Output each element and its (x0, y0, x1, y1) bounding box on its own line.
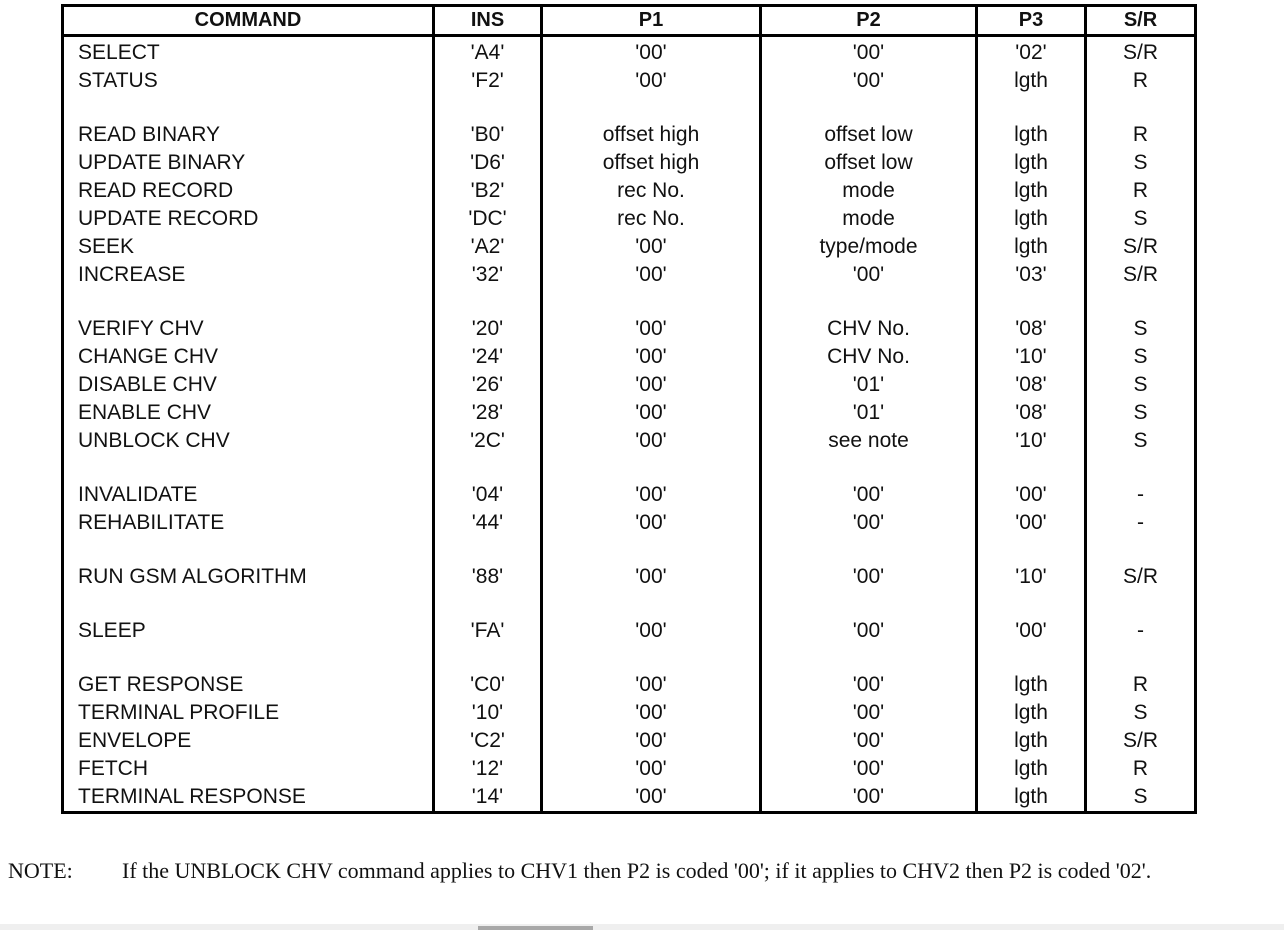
cell-p1: '00' (542, 427, 761, 455)
cell-p2: mode (761, 205, 977, 233)
cell-p1: '00' (542, 399, 761, 427)
cell-p3: '08' (977, 371, 1086, 399)
cell-p3: lgth (977, 699, 1086, 727)
cell-ins: 'C2' (434, 727, 542, 755)
cell-p2: mode (761, 177, 977, 205)
group-spacer (63, 289, 1196, 315)
cell-sr: S (1086, 427, 1196, 455)
cell-command: RUN GSM ALGORITHM (78, 565, 307, 588)
cell-command: UPDATE RECORD (78, 207, 259, 230)
cell-p1: '00' (542, 617, 761, 645)
cell-p2: '00' (761, 671, 977, 699)
spacer-cell (1086, 289, 1196, 315)
cell-p2: '01' (761, 399, 977, 427)
cell-ins: '12' (434, 755, 542, 783)
cell-command: FETCH (78, 757, 148, 780)
spacer-cell (977, 591, 1086, 617)
spacer-cell (63, 537, 434, 563)
cell-sr: S (1086, 205, 1196, 233)
cell-ins: 'D6' (434, 149, 542, 177)
table-row (63, 699, 1196, 727)
table-row (63, 783, 1196, 813)
cell-p2: '00' (761, 699, 977, 727)
cell-ins: '20' (434, 315, 542, 343)
table-row (63, 755, 1196, 783)
cell-sr: S (1086, 783, 1196, 813)
cell-command: REHABILITATE (78, 511, 225, 534)
spacer-cell (63, 455, 434, 481)
cell-sr: S/R (1086, 261, 1196, 289)
spacer-cell (977, 95, 1086, 121)
table-row (63, 121, 1196, 149)
cell-ins: '2C' (434, 427, 542, 455)
cell-p2: offset low (761, 149, 977, 177)
spacer-cell (434, 289, 542, 315)
table-row (63, 509, 1196, 537)
note-label: NOTE: (8, 858, 73, 883)
cell-sr: S/R (1086, 727, 1196, 755)
horizontal-scrollbar[interactable] (0, 924, 1284, 930)
table-body (63, 36, 1196, 813)
cell-p2: '00' (761, 36, 977, 68)
spacer-cell (761, 455, 977, 481)
cell-ins: '24' (434, 343, 542, 371)
spacer-cell (542, 95, 761, 121)
cell-p3: lgth (977, 233, 1086, 261)
spacer-cell (761, 289, 977, 315)
spacer-cell (542, 455, 761, 481)
cell-ins: 'C0' (434, 671, 542, 699)
cell-sr: - (1086, 481, 1196, 509)
cell-p2: type/mode (761, 233, 977, 261)
table-row (63, 371, 1196, 399)
group-spacer (63, 645, 1196, 671)
cell-command: ENVELOPE (78, 729, 192, 752)
group-spacer (63, 537, 1196, 563)
cell-command: STATUS (78, 69, 158, 92)
table-row (63, 481, 1196, 509)
cell-command: SEEK (78, 235, 135, 258)
cell-command: UPDATE BINARY (78, 151, 246, 174)
cell-p3: lgth (977, 149, 1086, 177)
cell-p2: CHV No. (761, 315, 977, 343)
cell-p3: '10' (977, 343, 1086, 371)
cell-p3: lgth (977, 755, 1086, 783)
header-p2: P2 (761, 6, 977, 36)
table-row (63, 343, 1196, 371)
table-row (63, 177, 1196, 205)
cell-p3: '08' (977, 315, 1086, 343)
table-row (63, 261, 1196, 289)
cell-p1: '00' (542, 509, 761, 537)
cell-ins: 'B0' (434, 121, 542, 149)
header-row (63, 6, 1196, 36)
cell-p3: lgth (977, 205, 1086, 233)
cell-command: INVALIDATE (78, 483, 198, 506)
cell-ins: '44' (434, 509, 542, 537)
cell-p1: '00' (542, 727, 761, 755)
cell-sr: S/R (1086, 233, 1196, 261)
group-spacer (63, 591, 1196, 617)
cell-command: DISABLE CHV (78, 373, 217, 396)
spacer-cell (542, 591, 761, 617)
cell-p1: '00' (542, 36, 761, 68)
cell-p3: lgth (977, 727, 1086, 755)
cell-p2: '00' (761, 261, 977, 289)
cell-command: ENABLE CHV (78, 401, 212, 424)
cell-p2: '00' (761, 563, 977, 591)
cell-sr: S (1086, 343, 1196, 371)
cell-ins: '14' (434, 783, 542, 813)
cell-ins: '88' (434, 563, 542, 591)
cell-p2: '00' (761, 755, 977, 783)
cell-p2: '00' (761, 509, 977, 537)
spacer-cell (761, 645, 977, 671)
spacer-cell (63, 591, 434, 617)
spacer-cell (434, 95, 542, 121)
header-sr: S/R (1086, 6, 1196, 36)
cell-p1: '00' (542, 371, 761, 399)
cell-p1: rec No. (542, 205, 761, 233)
cell-ins: '04' (434, 481, 542, 509)
cell-sr: S (1086, 399, 1196, 427)
cell-p3: '00' (977, 509, 1086, 537)
spacer-cell (434, 537, 542, 563)
spacer-cell (542, 289, 761, 315)
spacer-cell (761, 95, 977, 121)
cell-p3: '08' (977, 399, 1086, 427)
cell-p3: '10' (977, 563, 1086, 591)
table-row (63, 67, 1196, 95)
cell-ins: 'A4' (434, 36, 542, 68)
cell-p1: '00' (542, 699, 761, 727)
spacer-cell (63, 95, 434, 121)
table-row (63, 205, 1196, 233)
cell-p3: lgth (977, 121, 1086, 149)
spacer-cell (977, 645, 1086, 671)
cell-p3: '02' (977, 36, 1086, 68)
table-row (63, 233, 1196, 261)
cell-p1: offset high (542, 149, 761, 177)
cell-ins: 'F2' (434, 67, 542, 95)
cell-p1: '00' (542, 755, 761, 783)
cell-sr: R (1086, 67, 1196, 95)
header-p3: P3 (977, 6, 1086, 36)
cell-sr: R (1086, 671, 1196, 699)
cell-command: CHANGE CHV (78, 345, 219, 368)
table-row (63, 727, 1196, 755)
table-row (63, 617, 1196, 645)
cell-sr: S/R (1086, 563, 1196, 591)
cell-p2: CHV No. (761, 343, 977, 371)
cell-ins: '10' (434, 699, 542, 727)
cell-sr: R (1086, 755, 1196, 783)
cell-p3: '10' (977, 427, 1086, 455)
cell-command: TERMINAL RESPONSE (78, 785, 306, 808)
table-row (63, 315, 1196, 343)
cell-ins: 'A2' (434, 233, 542, 261)
cell-p3: lgth (977, 177, 1086, 205)
table-row (63, 399, 1196, 427)
cell-p3: '03' (977, 261, 1086, 289)
header-p1: P1 (542, 6, 761, 36)
cell-p1: '00' (542, 563, 761, 591)
spacer-cell (761, 591, 977, 617)
table-row (63, 149, 1196, 177)
cell-p1: offset high (542, 121, 761, 149)
cell-ins: '26' (434, 371, 542, 399)
cell-command: VERIFY CHV (78, 317, 204, 340)
cell-p1: '00' (542, 67, 761, 95)
spacer-cell (1086, 95, 1196, 121)
cell-p3: lgth (977, 671, 1086, 699)
spacer-cell (977, 455, 1086, 481)
cell-p2: '01' (761, 371, 977, 399)
spacer-cell (542, 537, 761, 563)
group-spacer (63, 95, 1196, 121)
table-row (63, 36, 1196, 68)
cell-sr: S (1086, 315, 1196, 343)
spacer-cell (977, 537, 1086, 563)
table-row (63, 563, 1196, 591)
spacer-cell (542, 645, 761, 671)
cell-p2: '00' (761, 727, 977, 755)
cell-p1: '00' (542, 233, 761, 261)
cell-p1: '00' (542, 783, 761, 813)
cell-command: INCREASE (78, 263, 186, 286)
cell-sr: S/R (1086, 36, 1196, 68)
cell-p1: '00' (542, 343, 761, 371)
header-ins: INS (434, 6, 542, 36)
spacer-cell (434, 591, 542, 617)
spacer-cell (1086, 537, 1196, 563)
cell-p2: see note (761, 427, 977, 455)
cell-sr: S (1086, 371, 1196, 399)
cell-ins: 'B2' (434, 177, 542, 205)
spacer-cell (434, 645, 542, 671)
cell-command: SELECT (78, 41, 160, 64)
spacer-cell (1086, 455, 1196, 481)
cell-p3: '00' (977, 481, 1086, 509)
group-spacer (63, 455, 1196, 481)
scrollbar-thumb[interactable] (478, 926, 593, 930)
cell-sr: S (1086, 149, 1196, 177)
spacer-cell (977, 289, 1086, 315)
cell-p1: '00' (542, 481, 761, 509)
cell-p2: '00' (761, 67, 977, 95)
cell-ins: 'FA' (434, 617, 542, 645)
cell-p3: lgth (977, 67, 1086, 95)
cell-p3: lgth (977, 783, 1086, 813)
spacer-cell (1086, 591, 1196, 617)
cell-p2: '00' (761, 481, 977, 509)
command-table (61, 4, 1197, 814)
cell-p3: '00' (977, 617, 1086, 645)
table-row (63, 427, 1196, 455)
cell-command: SLEEP (78, 619, 146, 642)
spacer-cell (63, 645, 434, 671)
spacer-cell (761, 537, 977, 563)
spacer-cell (63, 289, 434, 315)
cell-p2: '00' (761, 617, 977, 645)
cell-sr: - (1086, 509, 1196, 537)
note-text: If the UNBLOCK CHV command applies to CHV1 then P2 is coded '00'; if it applies to CHV2 then P2 is coded '02'. (122, 858, 1152, 883)
cell-sr: R (1086, 121, 1196, 149)
cell-sr: - (1086, 617, 1196, 645)
cell-p1: '00' (542, 261, 761, 289)
cell-p1: '00' (542, 671, 761, 699)
cell-ins: '28' (434, 399, 542, 427)
cell-sr: R (1086, 177, 1196, 205)
cell-ins: '32' (434, 261, 542, 289)
table-row (63, 671, 1196, 699)
cell-command: READ BINARY (78, 123, 220, 146)
cell-p2: '00' (761, 783, 977, 813)
cell-p1: rec No. (542, 177, 761, 205)
header-command: COMMAND (63, 6, 434, 36)
spacer-cell (1086, 645, 1196, 671)
cell-command: GET RESPONSE (78, 673, 244, 696)
cell-command: UNBLOCK CHV (78, 429, 230, 452)
cell-command: READ RECORD (78, 179, 234, 202)
spacer-cell (434, 455, 542, 481)
cell-command: TERMINAL PROFILE (78, 701, 280, 724)
cell-p1: '00' (542, 315, 761, 343)
cell-p2: offset low (761, 121, 977, 149)
cell-sr: S (1086, 699, 1196, 727)
cell-ins: 'DC' (434, 205, 542, 233)
